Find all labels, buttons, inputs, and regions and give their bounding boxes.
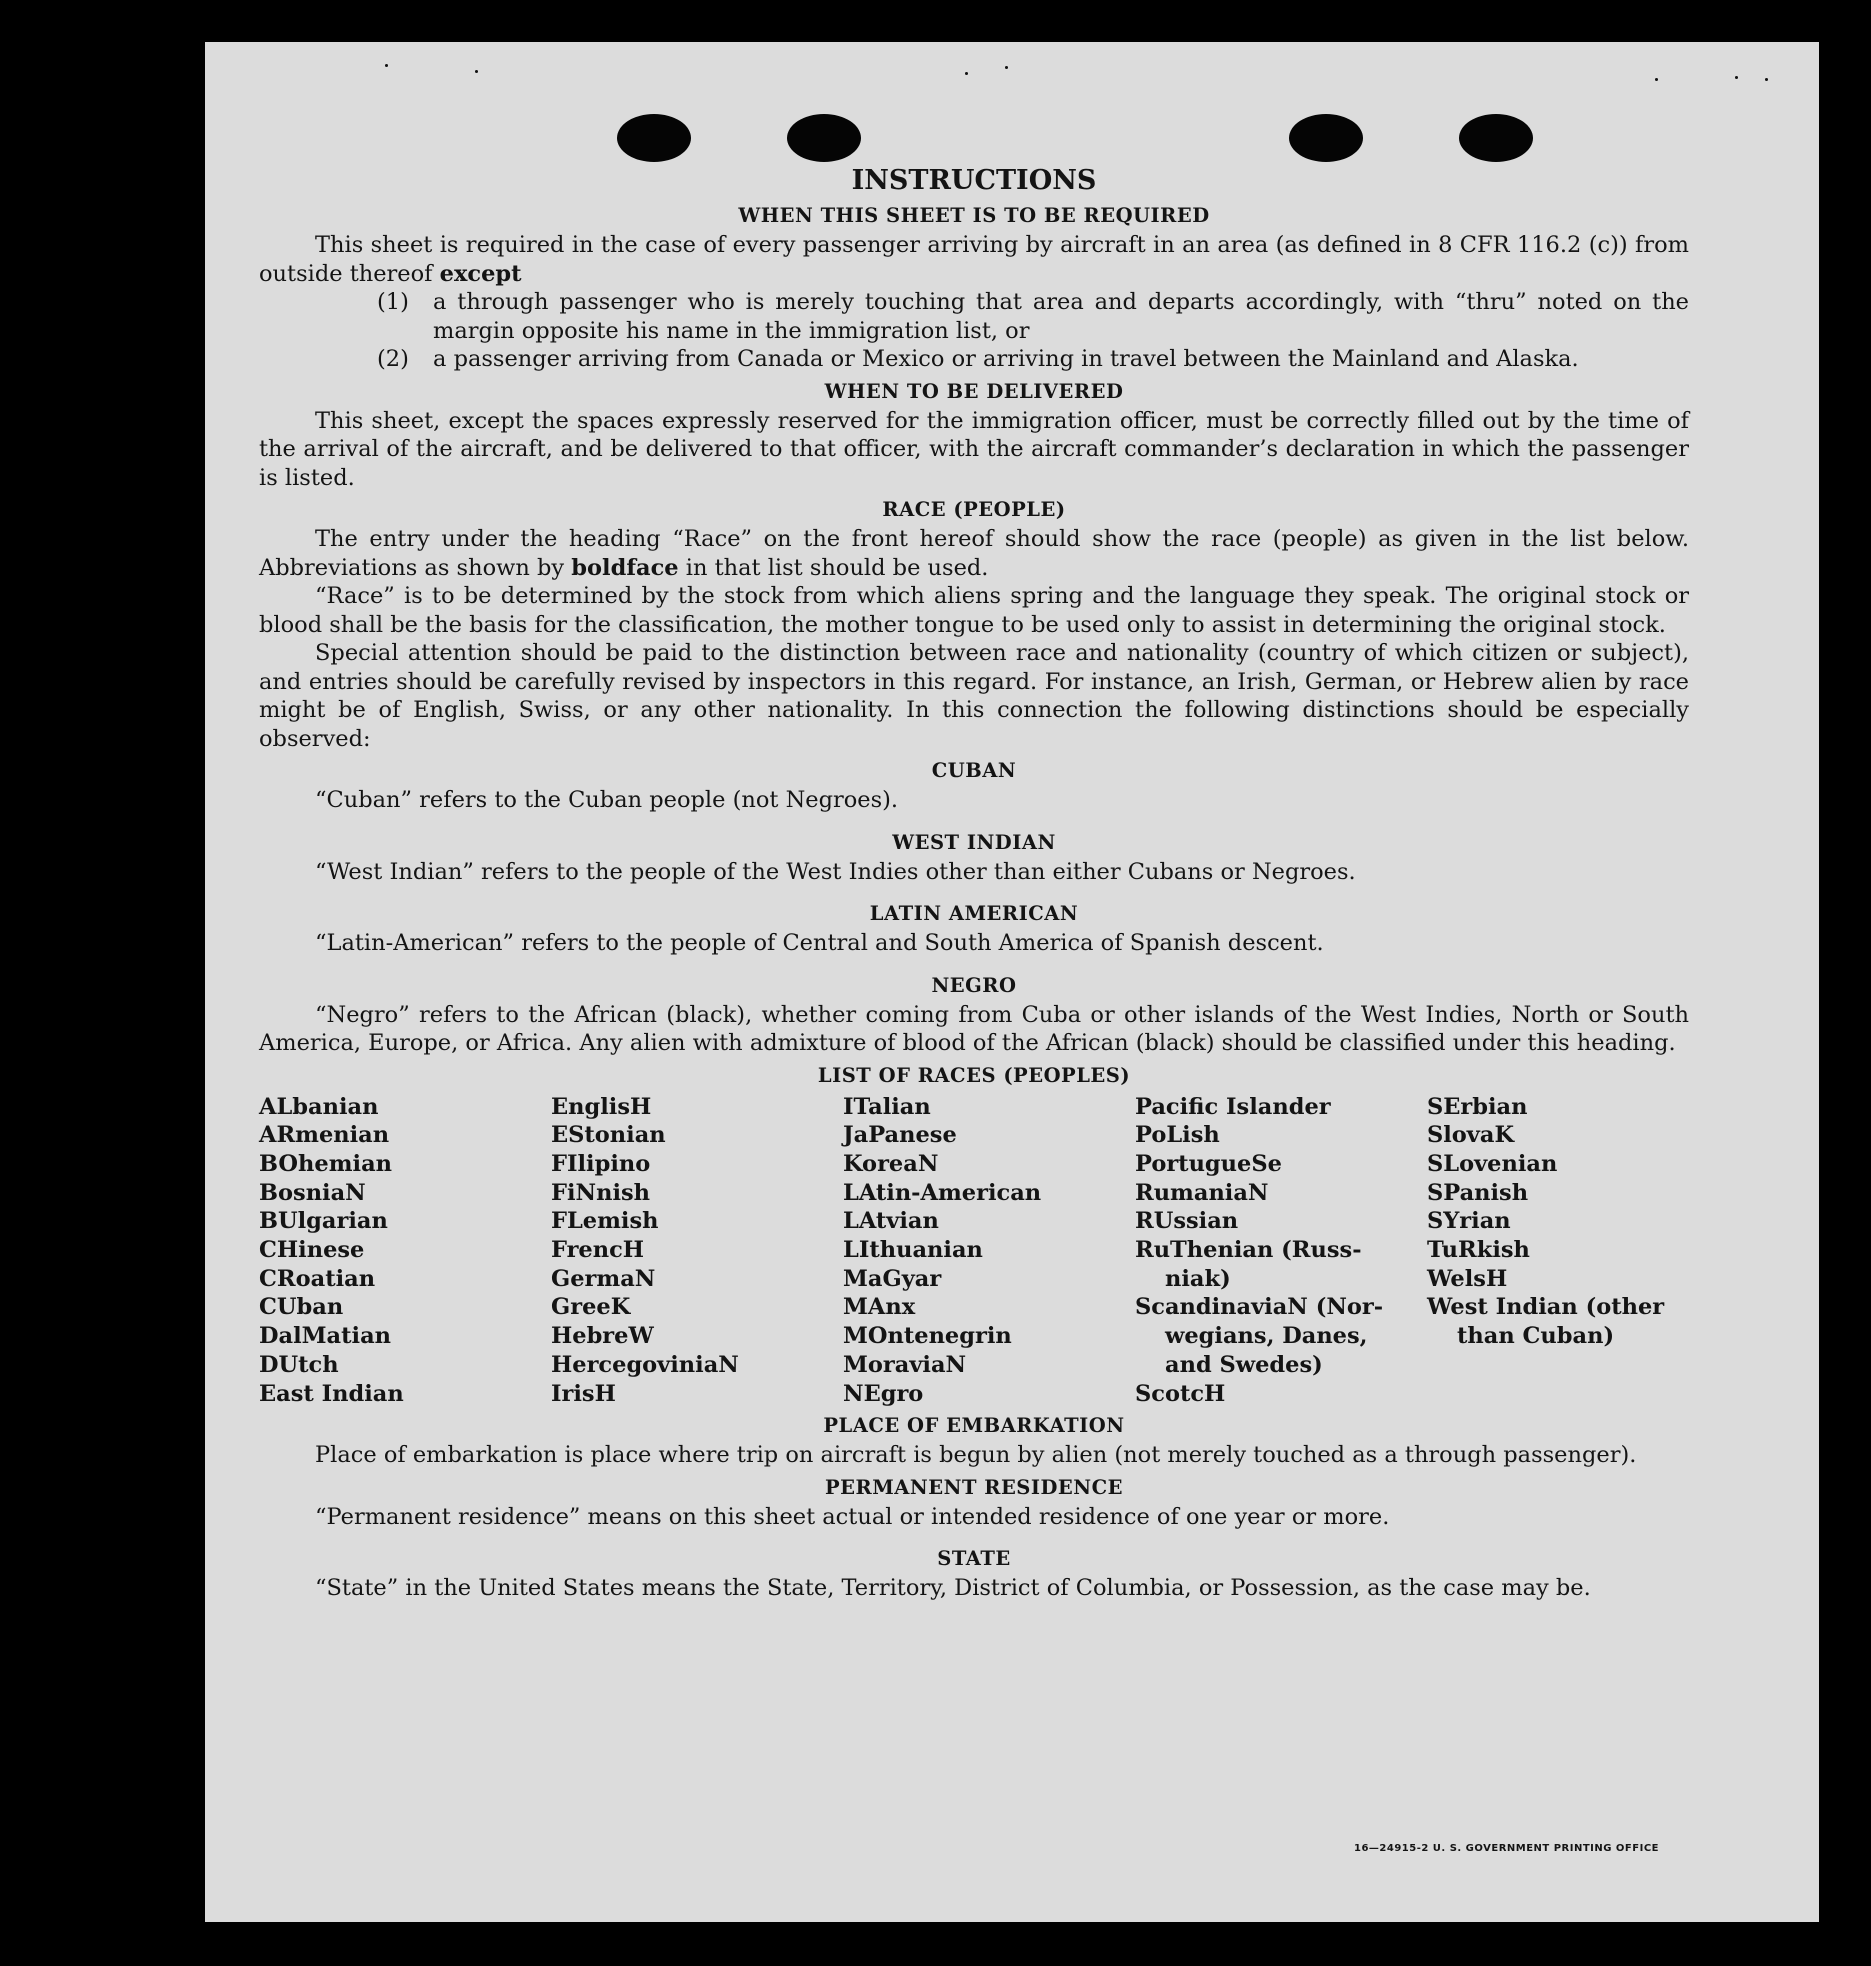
negro-text: “Negro” refers to the African (black), whether coming from Cuba or other islands of the West Indies, North or South America, Europe, or Africa. Any alien with admixture of blood of the African (black) should be classified under this heading.: [259, 1001, 1689, 1056]
speck: [385, 64, 388, 67]
race-entry: NEgro: [843, 1380, 924, 1407]
section-heading-race: RACE (PEOPLE): [882, 498, 1066, 521]
required-intro: This sheet is required in the case of every passenger arriving by aircraft in an area (as defined in 8 CFR 116.2 (c)) from outside thereof except: [259, 232, 1689, 287]
race-entry: MAnx: [843, 1294, 916, 1321]
race-entry: BosniaN: [259, 1179, 366, 1206]
speck: [1765, 78, 1768, 81]
race-entry: ScotcH: [1135, 1380, 1226, 1407]
embarkation-text: Place of embarkation is place where trip on aircraft is begun by alien (not merely touched as a through passenger).: [315, 1442, 1637, 1469]
race-entry: BUlgarian: [259, 1208, 388, 1235]
race-entry: HercegoviniaN: [551, 1351, 739, 1378]
races-column-1: [259, 1093, 551, 1409]
section-heading-west-indian: WEST INDIAN: [892, 830, 1056, 854]
races-column-5: [1427, 1093, 1689, 1409]
race-entry: ALbanian: [259, 1093, 379, 1120]
race-entry: West Indian (other: [1427, 1294, 1665, 1321]
race-entry: GermaN: [551, 1265, 656, 1292]
race-entry: MoraviaN: [843, 1351, 967, 1378]
race-entry: EStonian: [551, 1122, 666, 1149]
races-column-2: [551, 1093, 843, 1409]
race-entry-continued: wegians, Danes,: [1165, 1323, 1368, 1350]
race-entry-continued: and Swedes): [1165, 1351, 1323, 1378]
state-text: “State” in the United States means the State, Territory, District of Columbia, or Possession, as the case may be.: [315, 1575, 1591, 1602]
section-heading-residence: PERMANENT RESIDENCE: [824, 1475, 1123, 1499]
document-sheet: [205, 42, 1819, 1922]
race-entry: BOhemian: [259, 1150, 393, 1177]
race-entry: HebreW: [551, 1323, 654, 1350]
race-entry: SErbian: [1427, 1093, 1528, 1120]
printer-imprint: 16—24915-2 U. S. GOVERNMENT PRINTING OFFICE: [1354, 1843, 1659, 1854]
instructions-body: [259, 164, 1689, 1603]
race-entry: CUban: [259, 1294, 344, 1321]
speck: [1005, 66, 1008, 69]
race-entry: IrisH: [551, 1380, 616, 1407]
section-heading-embarkation: PLACE OF EMBARKATION: [823, 1414, 1125, 1438]
speck: [1655, 78, 1658, 81]
race-entry: RuThenian (Russ-: [1135, 1237, 1362, 1264]
race-entry: FLemish: [551, 1208, 659, 1235]
race-entry: SlovaK: [1427, 1122, 1515, 1149]
punch-hole: [787, 114, 861, 162]
race-paragraph-2: “Race” is to be determined by the stock from which aliens spring and the language they speak. The original stock or blood shall be the basis for the classification, the mother tongue to be used only to assist in determining the original stock.: [259, 583, 1689, 638]
races-column-3: [843, 1093, 1135, 1409]
race-entry: SLovenian: [1427, 1150, 1558, 1177]
race-entry: PortugueSe: [1135, 1150, 1282, 1177]
race-entry: ARmenian: [259, 1122, 390, 1149]
punch-hole: [1459, 114, 1533, 162]
race-entry: CRoatian: [259, 1265, 376, 1292]
race-entry: EnglisH: [551, 1093, 652, 1120]
race-entry: JaPanese: [843, 1122, 957, 1149]
race-entry: WelsH: [1427, 1265, 1508, 1292]
race-entry: FIlipino: [551, 1150, 651, 1177]
delivered-text: This sheet, except the spaces expressly reserved for the immigration officer, must be correctly filled out by the time of the arrival of the aircraft, and be delivered to that officer, with the aircraft commander’s declaration in which the passenger is listed.: [259, 407, 1689, 491]
race-paragraph-3: Special attention should be paid to the distinction between race and nationality (country of which citizen or subject), and entries should be carefully revised by inspectors in this regard. For instance, an Irish, German, or Hebrew alien by race might be of English, Swiss, or any other nationality. In this connection the following distinctions should be especially observed:: [259, 640, 1689, 752]
races-column-4: [1135, 1093, 1427, 1409]
race-entry: GreeK: [551, 1294, 631, 1321]
race-entry: ITalian: [843, 1093, 931, 1120]
latin-american-text: “Latin-American” refers to the people of Central and South America of Spanish descent.: [315, 930, 1324, 956]
west-indian-text: “West Indian” refers to the people of the West Indies other than either Cubans or Negroes.: [315, 858, 1356, 885]
section-heading-negro: NEGRO: [931, 973, 1017, 997]
punch-hole: [1289, 114, 1363, 162]
section-heading-delivered: WHEN TO BE DELIVERED: [824, 379, 1124, 403]
race-entry: FiNnish: [551, 1179, 651, 1206]
race-entry: RumaniaN: [1135, 1179, 1269, 1206]
races-list: [259, 1093, 1689, 1409]
section-heading-required: WHEN THIS SHEET IS TO BE REQUIRED: [738, 204, 1210, 227]
speck: [1735, 76, 1738, 79]
race-entry: TuRkish: [1427, 1237, 1530, 1264]
punch-hole: [617, 114, 691, 162]
section-heading-cuban: CUBAN: [931, 759, 1017, 782]
race-entry: SPanish: [1427, 1179, 1529, 1206]
race-entry: LAtvian: [843, 1208, 939, 1235]
race-paragraph-1: The entry under the heading “Race” on the front hereof should show the race (people) as given in the list below. Abbreviations as shown by boldface in that list should be used.: [259, 526, 1689, 581]
race-entry: RUssian: [1135, 1208, 1239, 1235]
race-entry: KoreaN: [843, 1150, 939, 1177]
page-title: INSTRUCTIONS: [851, 165, 1097, 196]
exception-item: (2) a passenger arriving from Canada or Mexico or arriving in travel between the Mainland and Alaska.: [377, 346, 1579, 372]
race-entry: East Indian: [259, 1380, 404, 1407]
section-heading-state: STATE: [937, 1547, 1011, 1571]
cuban-text: “Cuban” refers to the Cuban people (not Negroes).: [315, 787, 899, 813]
race-entry: MaGyar: [843, 1265, 942, 1292]
race-entry: Pacific Islander: [1135, 1093, 1331, 1120]
race-entry: SYrian: [1427, 1208, 1511, 1235]
race-entry: LAtin-American: [843, 1179, 1042, 1206]
race-entry: CHinese: [259, 1237, 365, 1264]
speck: [965, 72, 968, 75]
race-entry: DalMatian: [259, 1323, 392, 1350]
race-entry-continued: than Cuban): [1457, 1323, 1615, 1350]
race-entry-continued: niak): [1165, 1265, 1231, 1292]
speck: [475, 70, 478, 73]
race-entry: DUtch: [259, 1351, 339, 1378]
race-entry: LIthuanian: [843, 1237, 983, 1264]
race-entry: MOntenegrin: [843, 1323, 1012, 1350]
section-heading-races-list: LIST OF RACES (PEOPLES): [817, 1063, 1131, 1087]
race-entry: PoLish: [1135, 1122, 1220, 1149]
section-heading-latin-american: LATIN AMERICAN: [869, 902, 1079, 925]
race-entry: ScandinaviaN (Nor-: [1135, 1294, 1384, 1321]
exception-item: (1) a through passenger who is merely touching that area and departs accordingly, with “thru” noted on the margin opposite his name in the immigration list, or: [377, 289, 1689, 344]
residence-text: “Permanent residence” means on this sheet actual or intended residence of one year or more.: [315, 1503, 1390, 1530]
race-entry: FrencH: [551, 1237, 645, 1264]
